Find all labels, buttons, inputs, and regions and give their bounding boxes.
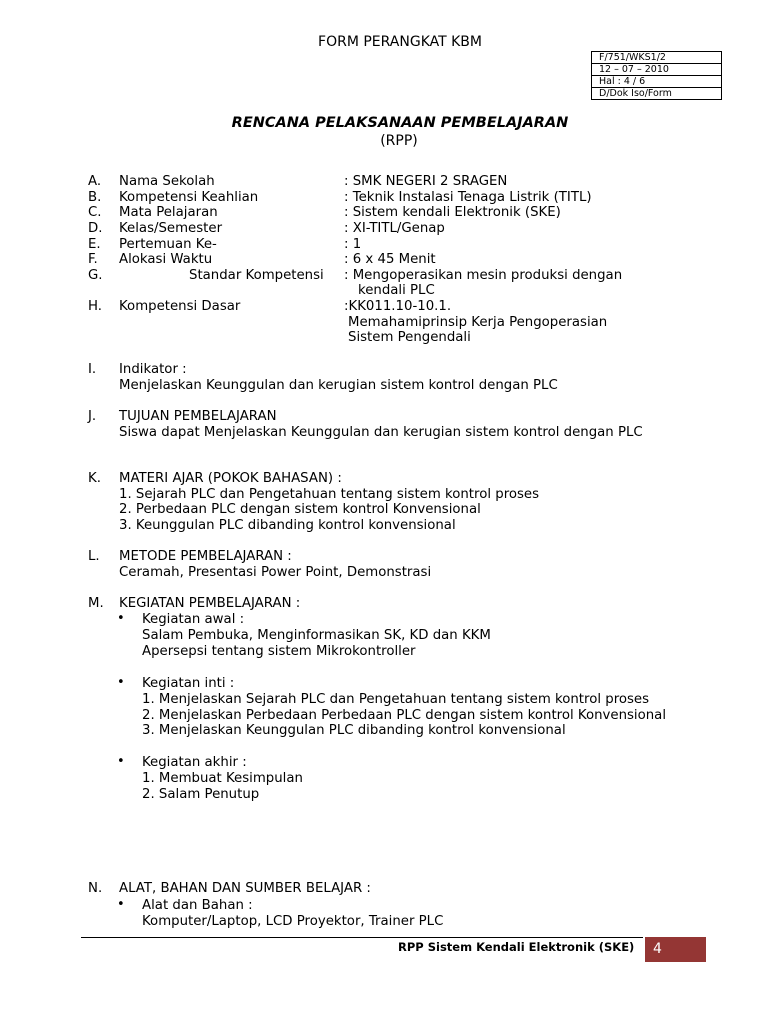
item-value-continued: Sistem Pengendali — [348, 330, 471, 345]
section-heading-kegiatan: KEGIATAN PEMBELAJARAN : — [119, 596, 301, 611]
item-value: : Teknik Instalasi Tenaga Listrik (TITL) — [344, 190, 592, 205]
item-letter: G. — [88, 268, 103, 283]
code-date: 12 – 07 – 2010 — [592, 64, 721, 76]
section-letter: M. — [88, 596, 104, 611]
item-value: : XI-TITL/Genap — [344, 221, 445, 236]
section-letter: K. — [88, 471, 101, 486]
item-value: : 6 x 45 Menit — [344, 252, 436, 267]
item-value: : SMK NEGERI 2 SRAGEN — [344, 174, 508, 189]
footer-title: RPP Sistem Kendali Elektronik (SKE) — [398, 940, 635, 954]
sub-heading-akhir: Kegiatan akhir : — [142, 755, 247, 770]
item-label: Kompetensi Keahlian — [119, 190, 259, 205]
list-item: 1. Membuat Kesimpulan — [142, 771, 303, 786]
list-item: 2. Salam Penutup — [142, 787, 260, 802]
section-text: Ceramah, Presentasi Power Point, Demonstrasi — [119, 565, 432, 580]
item-value-continued: kendali PLC — [358, 283, 435, 298]
bullet-icon: • — [117, 897, 125, 912]
item-label: Nama Sekolah — [119, 174, 215, 189]
footer-divider — [81, 937, 643, 938]
item-letter: H. — [88, 299, 102, 314]
section-text: Menjelaskan Keunggulan dan kerugian sistem kontrol dengan PLC — [119, 378, 558, 393]
item-label: Kelas/Semester — [119, 221, 223, 236]
list-item: 3. Keunggulan PLC dibanding kontrol konvensional — [119, 518, 456, 533]
item-letter: C. — [88, 205, 102, 220]
section-heading-indikator: Indikator : — [119, 362, 187, 377]
sub-heading-alat-bahan: Alat dan Bahan : — [142, 898, 253, 913]
bullet-icon: • — [117, 675, 125, 690]
document-title: RENCANA PELAKSANAAN PEMBELAJARAN — [231, 115, 569, 131]
item-letter: D. — [88, 221, 103, 236]
page-number-badge: 4 — [645, 937, 706, 962]
section-text: Komputer/Laptop, LCD Proyektor, Trainer PLC — [142, 914, 444, 929]
section-letter: N. — [88, 881, 103, 896]
section-text: Siswa dapat Menjelaskan Keunggulan dan kerugian sistem kontrol dengan PLC — [119, 425, 643, 440]
form-title: FORM PERANGKAT KBM — [318, 34, 482, 50]
sub-heading-inti: Kegiatan inti : — [142, 676, 235, 691]
item-label: Kompetensi Dasar — [119, 299, 241, 314]
list-item: 2. Menjelaskan Perbedaan Perbedaan PLC dengan sistem kontrol Konvensional — [142, 708, 667, 723]
section-heading-materi: MATERI AJAR (POKOK BAHASAN) : — [119, 471, 342, 486]
sub-heading-awal: Kegiatan awal : — [142, 612, 245, 627]
item-label: Mata Pelajaran — [119, 205, 218, 220]
section-letter: L. — [88, 549, 100, 564]
item-value: : 1 — [344, 237, 362, 252]
item-letter: B. — [88, 190, 102, 205]
item-label: Standar Kompetensi — [189, 268, 324, 283]
item-value: :KK011.10-10.1. — [344, 299, 452, 314]
list-item: 2. Perbedaan PLC dengan sistem kontrol Konvensional — [119, 502, 481, 517]
section-letter: J. — [88, 409, 97, 424]
item-letter: F. — [88, 252, 98, 267]
code-page: Hal : 4 / 6 — [592, 76, 721, 88]
list-item: 3. Menjelaskan Keunggulan PLC dibanding kontrol konvensional — [142, 723, 566, 738]
item-value: : Sistem kendali Elektronik (SKE) — [344, 205, 561, 220]
list-item: 1. Menjelaskan Sejarah PLC dan Pengetahuan tentang sistem kontrol proses — [142, 692, 650, 707]
item-label: Pertemuan Ke- — [119, 237, 217, 252]
item-label: Alokasi Waktu — [119, 252, 213, 267]
section-heading-metode: METODE PEMBELAJARAN : — [119, 549, 292, 564]
item-value-continued: Memahamiprinsip Kerja Pengoperasian — [348, 315, 608, 330]
list-item: Apersepsi tentang sistem Mikrokontroller — [142, 644, 416, 659]
code-form-number: F/751/WKS1/2 — [592, 52, 721, 64]
section-letter: I. — [88, 362, 97, 377]
item-letter: E. — [88, 237, 101, 252]
code-doc: D/Dok Iso/Form — [599, 88, 672, 99]
section-heading-alat: ALAT, BAHAN DAN SUMBER BELAJAR : — [119, 881, 371, 896]
section-heading-tujuan: TUJUAN PEMBELAJARAN — [119, 409, 277, 424]
item-letter: A. — [88, 174, 102, 189]
bullet-icon: • — [117, 754, 125, 769]
bullet-icon: • — [117, 611, 125, 626]
item-value: : Mengoperasikan mesin produksi dengan — [344, 268, 623, 283]
document-subtitle: (RPP) — [380, 133, 418, 149]
list-item: 1. Sejarah PLC dan Pengetahuan tentang sistem kontrol proses — [119, 487, 540, 502]
document-code-box — [591, 51, 722, 100]
list-item: Salam Pembuka, Menginformasikan SK, KD dan KKM — [142, 628, 491, 643]
